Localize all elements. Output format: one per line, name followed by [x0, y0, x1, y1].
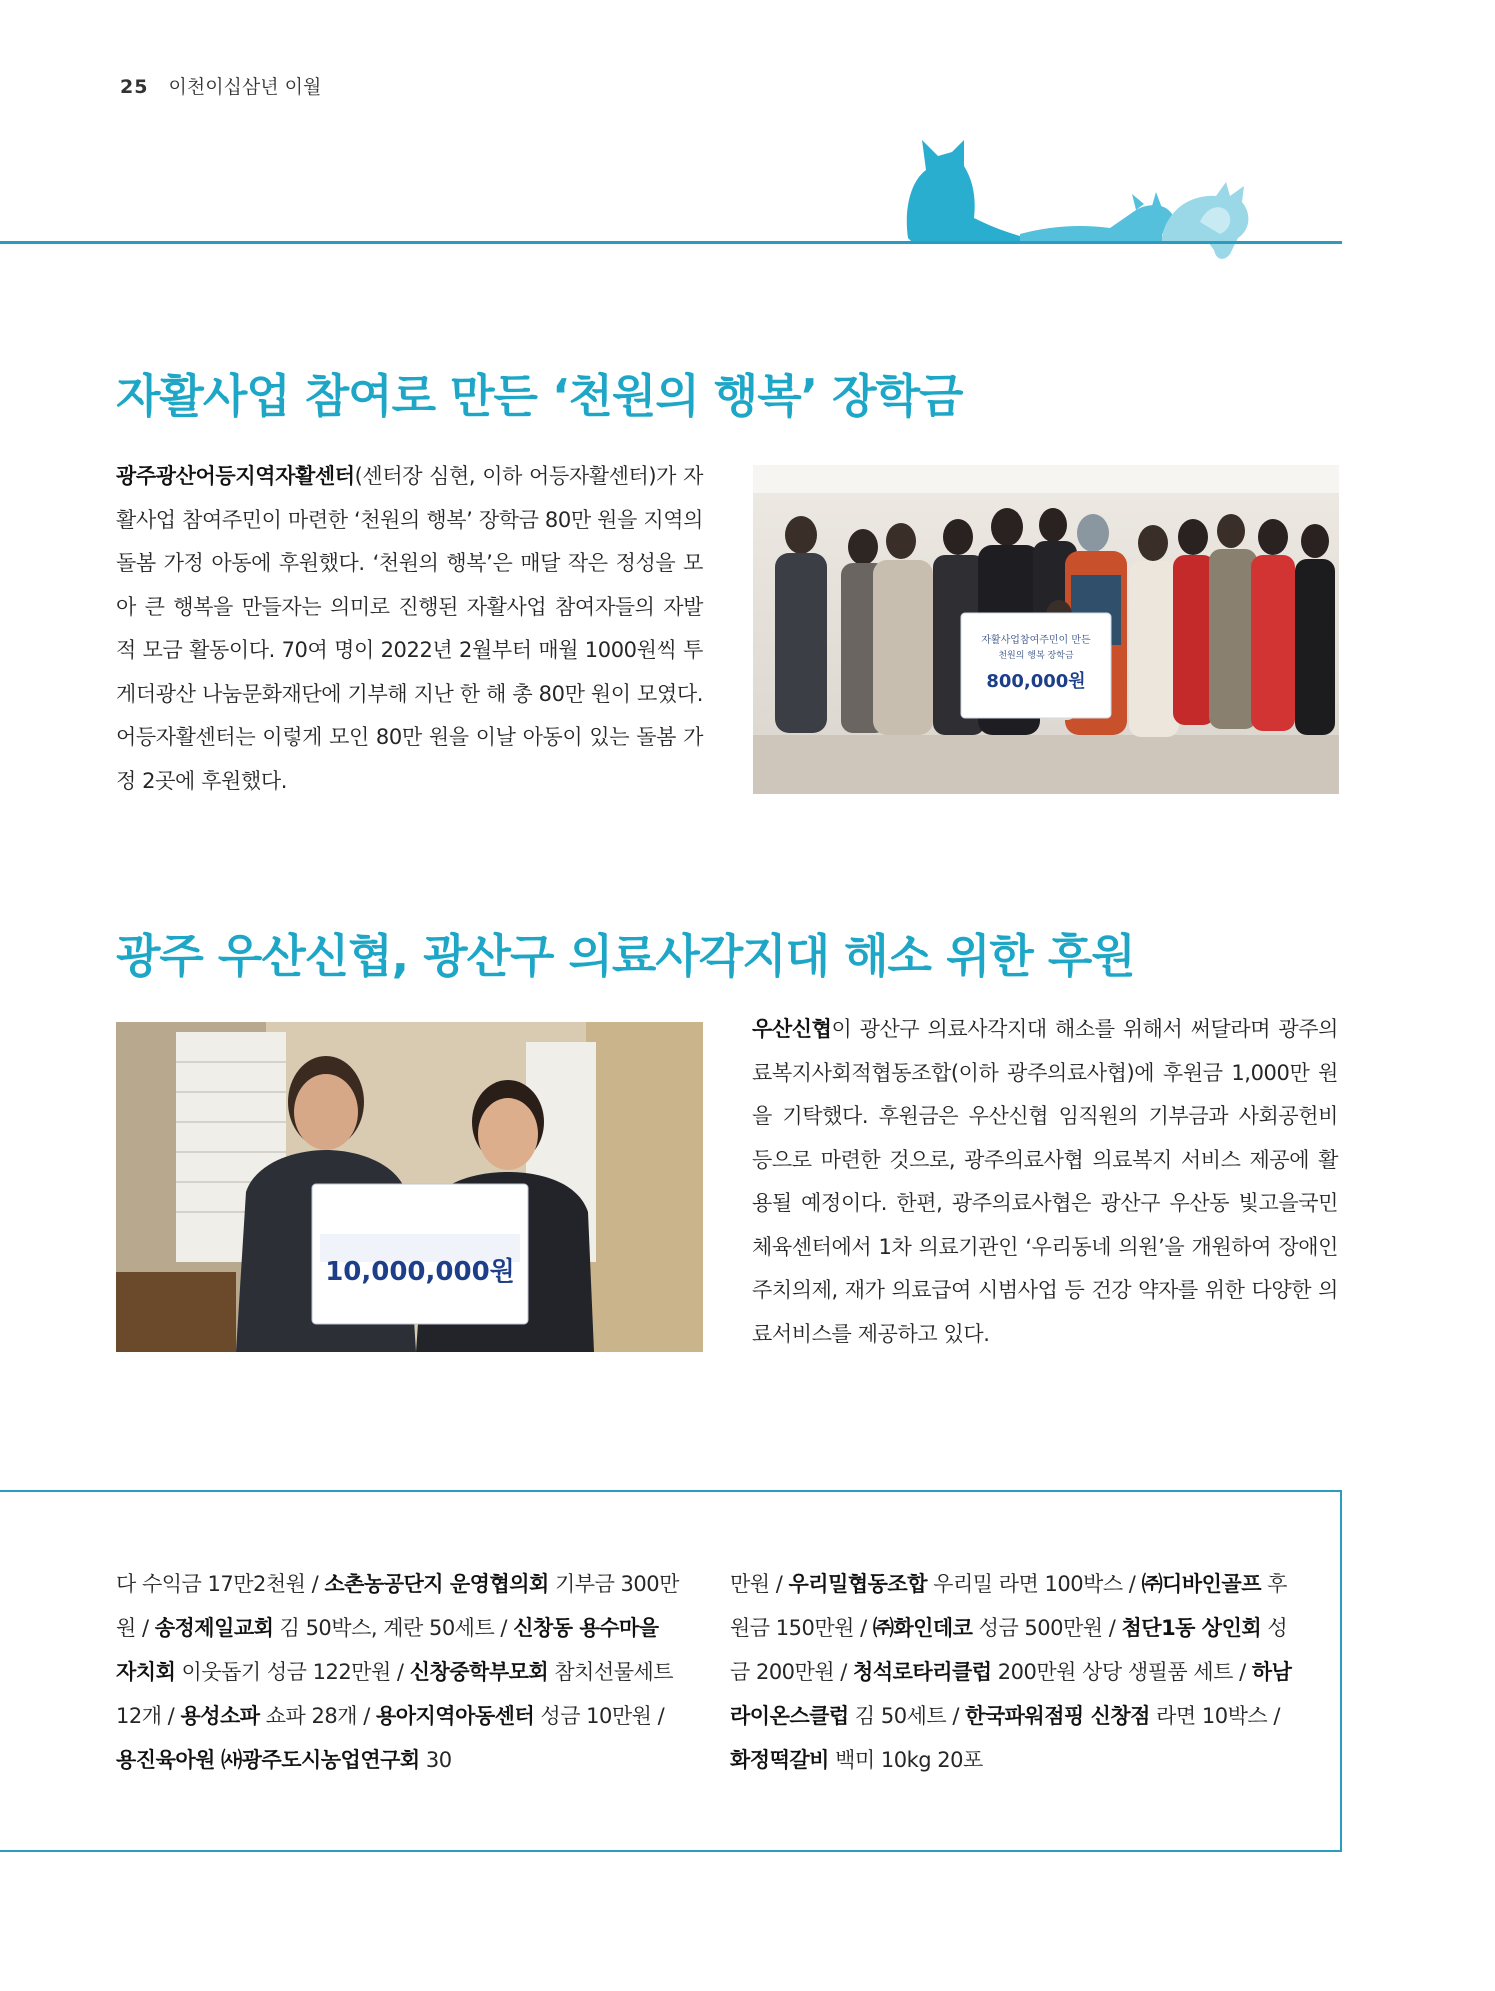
donor-name: ㈜디바인골프	[1141, 1572, 1261, 1596]
donation-detail: 성금 10만원 /	[534, 1704, 665, 1728]
article1-photo	[753, 465, 1339, 794]
donation-detail: 성금 200만원 /	[730, 1616, 1288, 1684]
donation-detail: 우리밀 라면 100박스 /	[927, 1572, 1142, 1596]
page-number: 25	[120, 76, 149, 98]
article2-lead: 우산신협	[752, 1017, 832, 1041]
page-header	[120, 72, 321, 99]
sign-line2: 천원의 행복 장학금	[998, 651, 1074, 661]
donor-name: 용아지역아동센터	[375, 1704, 535, 1728]
donor-name: 송정제일교회	[154, 1616, 274, 1640]
donation-detail: 김 50세트 /	[848, 1704, 966, 1728]
donation-detail: 만원 /	[730, 1572, 789, 1596]
donation-detail: 다 수익금 17만2천원 /	[116, 1572, 325, 1596]
donor-name: 청석로타리클럽	[853, 1660, 992, 1684]
donation-detail: 30	[419, 1748, 452, 1772]
article1-body	[116, 455, 703, 803]
donation-detail: 김 50박스, 계란 50세트 /	[273, 1616, 514, 1640]
article2-text: 이 광산구 의료사각지대 해소를 위해서 써달라며 광주의료복지사회적협동조합(이하 광주의료사협)에 후원금 1,000만 원을 기탁했다. 후원금은 우산신협 임직원의 기부금과 사회공헌비 등으로 마련한 것으로, 광주의료사협 의료복지 서비스 제공에 활용될 예정이다. 한편, 광주의료사협은 광산구 우산동 빛고을국민체육센터에서 1차 의료기관인 ‘우리동네 의원’을 개원하여 장애인 주치의제, 재가 의료급여 시범사업 등 건강 약자를 위한 다양한 의료서비스를 제공하고 있다.	[752, 1017, 1338, 1346]
donations-col2	[730, 1562, 1298, 1782]
donor-name: 용성소파	[180, 1704, 260, 1728]
donor-name: 용진육아원	[116, 1748, 215, 1772]
article2-body	[752, 1008, 1338, 1356]
donor-name: 우리밀협동조합	[788, 1572, 928, 1596]
donor-name: 소촌농공단지 운영협의회	[324, 1572, 549, 1596]
article1-text: (센터장 심현, 이하 어등자활센터)가 자활사업 참여주민이 마련한 ‘천원의 행복’ 장학금 80만 원을 지역의 돌봄 가정 아동에 후원했다. ‘천원의 행복’은 매달 작은 정성을 모아 큰 행복을 만들자는 의미로 진행된 자활사업 참여자들의 자발적 모금 활동이다. 70여 명이 2022년 2월부터 매월 1000원씩 투게더광산 나눔문화재단에 기부해 지난 한 해 총 80만 원이 모였다. 어등자활센터는 이렇게 모인 80만 원을 이날 아동이 있는 돌봄 가정 2곳에 후원했다.	[116, 464, 703, 793]
donation-detail: 후원금 150만원 /	[730, 1572, 1287, 1640]
sign-line1: 자활사업참여주민이 만든	[981, 635, 1091, 646]
donor-name: 신창동 용수마을 자치회	[116, 1616, 659, 1684]
donations-col1-text	[116, 1562, 684, 1782]
donor-name: 화정떡갈비	[730, 1748, 829, 1772]
donation-detail: 성금 500만원 /	[972, 1616, 1122, 1640]
donor-name: ㈔광주도시농업연구회	[221, 1748, 420, 1772]
donor-name: 첨단1동 상인회	[1121, 1616, 1262, 1640]
group-photo-illustration	[753, 465, 1339, 794]
donation-detail: 200만원 상당 생필품 세트 /	[991, 1660, 1252, 1684]
donation-sign	[312, 1184, 528, 1324]
cats-illustration	[900, 130, 1280, 280]
donation-detail: 라면 10박스 /	[1149, 1704, 1280, 1728]
sign-amount: 800,000원	[986, 671, 1086, 692]
article1-title: 자활사업 참여로 만든 ‘천원의 행복’ 장학금	[116, 369, 963, 423]
donation-photo-illustration	[116, 1022, 703, 1352]
donation-detail: 참치선물세트 12개 /	[116, 1660, 674, 1728]
donations-col1	[116, 1562, 684, 1782]
article2-photo	[116, 1022, 703, 1352]
article1-lead: 광주광산어등지역자활센터	[116, 464, 355, 488]
article2-title: 광주 우산신협, 광산구 의료사각지대 해소 위한 후원	[116, 929, 1135, 983]
donor-name: 한국파워점핑 신창점	[965, 1704, 1150, 1728]
sign-amount-2: 10,000,000원	[325, 1257, 515, 1287]
donation-detail: 쇼파 28개 /	[259, 1704, 376, 1728]
scholarship-sign	[961, 613, 1111, 718]
donor-name: 하남라이온스클럽	[730, 1660, 1292, 1728]
header-rule	[0, 241, 1342, 244]
donation-detail: 이웃돕기 성금 122만원 /	[175, 1660, 410, 1684]
donor-name: 신창중학부모회	[409, 1660, 549, 1684]
donations-col2-text	[730, 1562, 1298, 1782]
donation-detail: 기부금 300만원 /	[116, 1572, 679, 1640]
donation-detail: 백미 10kg 20포	[828, 1748, 983, 1772]
issue-label: 이천이십삼년 이월	[168, 76, 322, 98]
donor-name: ㈜화인데코	[872, 1616, 973, 1640]
